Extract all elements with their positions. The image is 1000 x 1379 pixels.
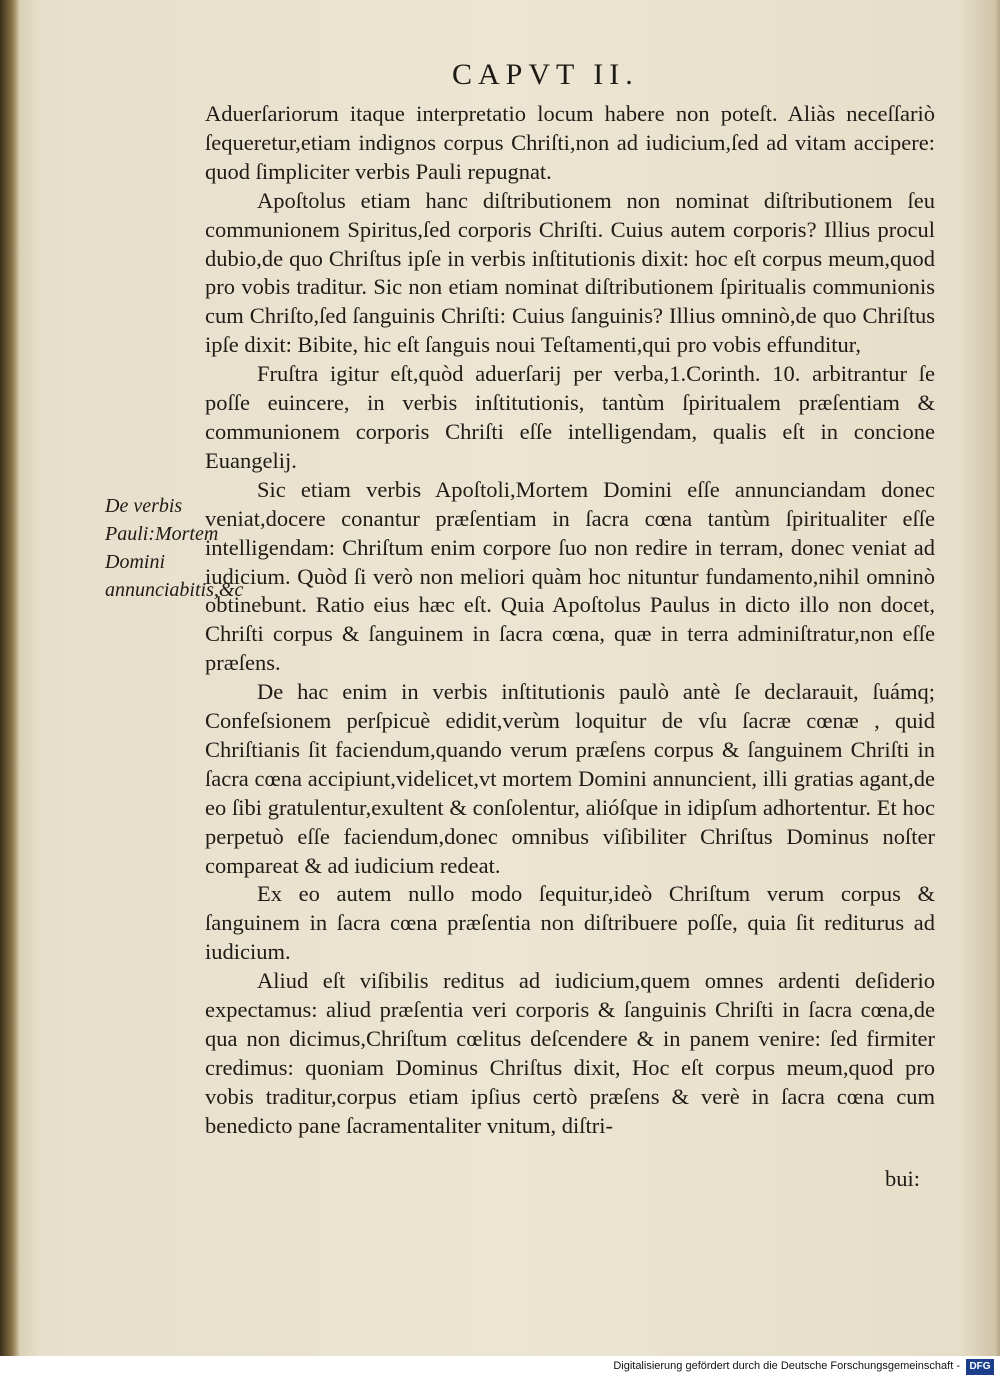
paragraph-1: Aduerſariorum itaque interpretatio locum habere non poteſt. Aliàs neceſſariò ſequeretur,etiam indignos corpus Chriſti,non ad iudicium,ſed ad vitam accipere: quod ſimpliciter verbis Pauli repugnat.	[205, 101, 935, 184]
page-body-text	[205, 100, 935, 1141]
paragraph-5: De hac enim in verbis inſtitutionis paulò antè ſe declarauit, ſuámq; Confeſsionem perſpicuè edidit,verùm loquitur de vſu ſacræ cœnæ , quid Chriſtianis ſit faciendum,quando verum præſens corpus & ſanguinem Chriſti in ſacra cœna accipiunt,videlicet,vt mortem Domini annuncient, illi gratias agant,de eo ſibi gratulentur,exultent & conſolentur, alióſque in idipſum adhortentur. Et hoc perpetuò eſſe faciendum,donec omnibus viſibiliter Chriſtus Dominus noſter compareat & ad iudicium redeat.	[205, 679, 935, 878]
dfg-logo-icon: DFG	[966, 1359, 994, 1375]
marginal-note: De verbis Pauli:Mortem Domini annunciabitis,&c	[105, 495, 244, 601]
page-header-chapter: CAPVT II.	[452, 58, 639, 91]
paragraph-6: Ex eo autem nullo modo ſequitur,ideò Chriſtum verum corpus & ſanguinem in ſacra cœna præſentia non diſtribuere poſſe, quia ſit rediturus ad iudicium.	[205, 881, 935, 965]
footer-funding-text: Digitalisierung gefördert durch die Deutsche Forschungsgemeinschaft -	[613, 1360, 960, 1372]
paragraph-7: Aliud eſt viſibilis reditus ad iudicium,quem omnes ardenti deſiderio expectamus: aliud præſentia veri corporis & ſanguinis Chriſti in ſacra cœna,de qua non dicimus,Chriſtum cœlitus deſcendere & in panem venire: ſed firmiter credimus: quoniam Dominus Chriſtus dixit, Hoc eſt corpus meum,quod pro vobis traditur,corpus etiam ipſius certò præſens & verè in ſacra cœna cum benedicto pane ſacramentaliter vnitum, diſtri-	[205, 968, 935, 1138]
paragraph-2: Apoſtolus etiam hanc diſtributionem non nominat diſtributionem ſeu communionem Spiritus,ſed corporis Chriſti. Cuius autem corporis? Illius procul dubio,de quo Chriſtus ipſe in verbis inſtitutionis dixit: hoc eſt corpus meum,quod pro vobis traditur. Sic non etiam nominat diſtributionem ſpiritualis communionis cum Chriſto,ſed ſanguinis Chriſti: Cuius ſanguinis? Illius omninò,de quo Chriſtus ipſe dixit: Bibite, hic eſt ſanguis noui Teſtamenti,qui pro vobis effunditur,	[205, 187, 935, 358]
book-spine-shadow	[0, 0, 20, 1356]
footer-bar	[0, 1356, 1000, 1379]
catchword: bui:	[885, 1166, 921, 1191]
paragraph-3: Fruſtra igitur eſt,quòd aduerſarij per verba,1.Corinth. 10. arbitrantur ſe poſſe euincere, in verbis inſtitutionis, tantùm ſpiritualem præſentiam & communionem corporis Chriſti eſſe intelligendam, qualis eſt in concione Euangelij.	[205, 361, 935, 473]
paragraph-4: Sic etiam verbis Apoſtoli,Mortem Domini eſſe annunciandam donec veniat,docere conantur præſentiam in ſacra cœna tantùm ſpiritualiter eſſe intelligendam: Chriſtum enim corpore ſuo non redire in terram, donec veniat ad iudicium. Quòd ſi verò non meliori quàm hoc nituntur fundamento,nihil omninò obtinebunt. Ratio eius hæc eſt. Quia Apoſtolus Paulus in dicto illo non docet, Chriſti corpus & ſanguinem in ſacra cœna, quæ in terra adminiſtratur,non eſſe præſens.	[205, 476, 935, 676]
